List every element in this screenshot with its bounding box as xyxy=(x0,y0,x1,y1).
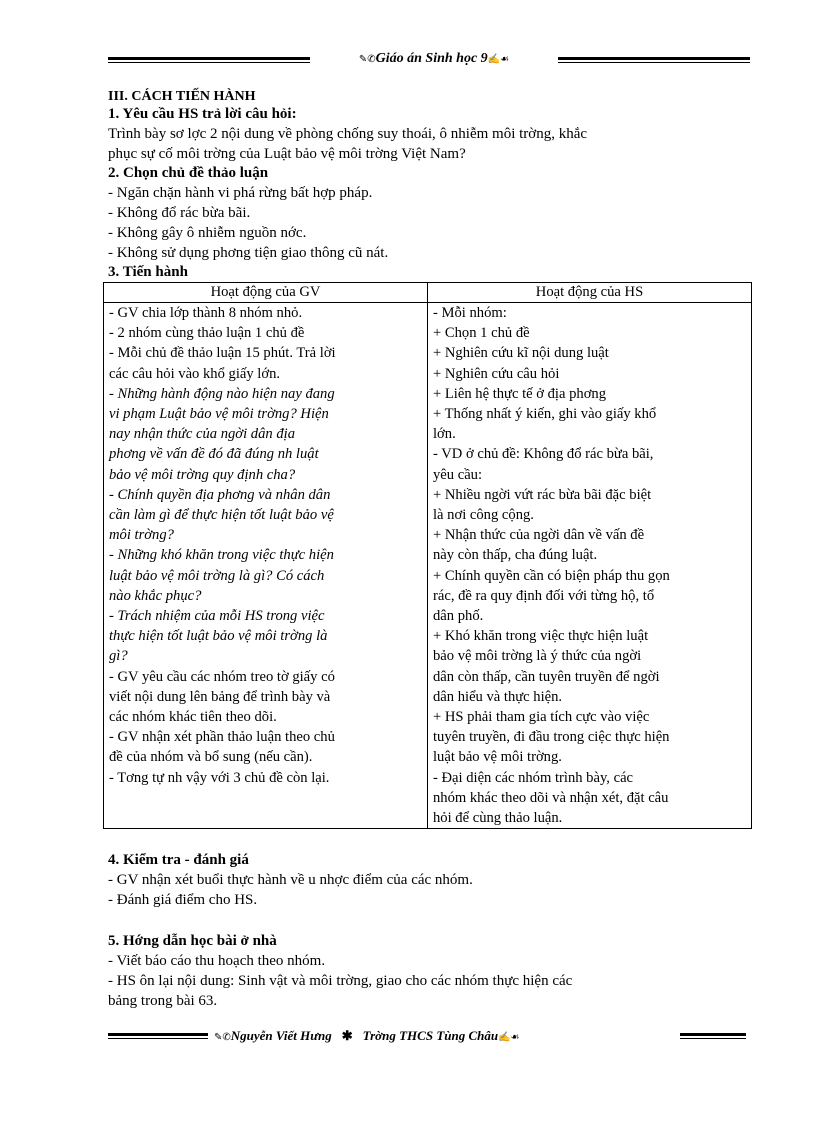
q2-item: - Không đổ rác bừa bãi. xyxy=(108,205,251,221)
footer-text xyxy=(214,1028,520,1044)
q1-line: Trình bày sơ lợc 2 nội dung về phòng chống suy thoái, ô nhiễm môi trờng, khắc xyxy=(108,126,588,142)
gv-line: gì? xyxy=(109,648,128,665)
gv-line: thực hiện tốt luật bảo vệ môi trờng là xyxy=(109,628,328,645)
hs-line: tuyên truyền, đi đầu trong ciệc thực hiện xyxy=(433,729,670,746)
q5-item: - HS ôn lại nội dung: Sinh vật và môi trờng, giao cho các nhóm thực hiện các xyxy=(108,973,573,990)
hs-line: + Chính quyền cần có biện pháp thu gọn xyxy=(433,567,670,584)
page-header xyxy=(108,50,750,72)
gv-line: - GV chia lớp thành 8 nhóm nhỏ. xyxy=(109,305,303,321)
q5-heading: 5. Hớng dẫn học bài ở nhà xyxy=(108,933,277,950)
hs-line: là nơi công cộng. xyxy=(433,507,534,524)
table-row xyxy=(104,303,752,829)
footer-author: Nguyễn Viết Hưng xyxy=(230,1028,332,1043)
hs-line: dân phố. xyxy=(433,608,484,625)
hs-line: này còn thấp, cha đúng luật. xyxy=(433,547,598,564)
content xyxy=(108,88,748,1011)
hs-cell xyxy=(428,303,752,829)
col-header-gv: Hoạt động của GV xyxy=(104,283,428,303)
header-ornament-right-icon: ✍☙ xyxy=(487,54,510,65)
hs-line: - VD ở chủ đề: Không đổ rác bừa bãi, xyxy=(433,446,654,463)
section-heading: III. CÁCH TIẾN HÀNH xyxy=(108,89,256,104)
gv-line: - GV yêu cầu các nhóm treo tờ giấy có xyxy=(109,668,335,685)
hs-line: + Nhận thức của ngời dân về vấn đề xyxy=(433,527,645,544)
hs-line: + Nghiên cứu câu hỏi xyxy=(433,365,560,382)
col-header-hs: Hoạt động của HS xyxy=(428,283,752,303)
hs-line: luật bảo vệ môi trờng. xyxy=(433,749,562,766)
hs-line: + Nhiều ngời vứt rác bừa bãi đặc biệt xyxy=(433,486,652,503)
gv-line: nào khắc phục? xyxy=(109,587,202,604)
q2-item: - Không sử dụng phơng tiện giao thông cũ nát. xyxy=(108,245,389,261)
gv-line: cần làm gì để thực hiện tốt luật bảo vệ xyxy=(109,507,334,524)
table-header-row xyxy=(104,283,752,303)
star-icon: ✱ xyxy=(341,1028,353,1043)
gv-line: môi trờng? xyxy=(109,527,174,544)
hs-line: bảo vệ môi trờng là ý thức của ngời xyxy=(433,648,642,665)
hs-line: + Thống nhất ý kiến, ghi vào giấy khổ xyxy=(433,406,657,423)
q1-line: phục sự cố môi trờng của Luật bảo vệ môi trờng Việt Nam? xyxy=(108,146,466,162)
q1-heading: 1. Yêu cầu HS trả lời câu hỏi: xyxy=(108,106,297,122)
hs-line: nhóm khác theo dõi và nhận xét, đặt câu xyxy=(433,789,669,806)
gv-line: bảo vệ môi trờng quy định cha? xyxy=(109,466,296,483)
page-footer xyxy=(108,1026,750,1048)
activity-table xyxy=(103,282,752,829)
gv-line: các nhóm khác tiên theo dõi. xyxy=(109,709,277,726)
gv-line: luật bảo vệ môi trờng là gì? Có cách xyxy=(109,567,325,584)
gv-line: - Tơng tự nh vậy với 3 chủ đề còn lại. xyxy=(109,769,330,786)
q2-heading: 2. Chọn chủ đề thảo luận xyxy=(108,165,269,181)
gv-cell xyxy=(104,303,428,829)
hs-line: - Đại diện các nhóm trình bày, các xyxy=(433,769,634,786)
hs-line: - Mỗi nhóm: xyxy=(433,305,507,321)
header-ornament-left-icon: ✎✆ xyxy=(358,54,376,65)
hs-line: yêu cầu: xyxy=(433,466,483,483)
gv-line: - Trách nhiệm của mỗi HS trong việc xyxy=(109,608,325,625)
gv-line: - Chính quyền địa phơng và nhân dân xyxy=(109,486,331,503)
gv-line: các câu hỏi vào khổ giấy lớn. xyxy=(109,365,281,382)
hs-line: + Khó khăn trong việc thực hiện luật xyxy=(433,628,649,645)
hs-line: + Chọn 1 chủ đề xyxy=(433,325,530,342)
q4-item: - GV nhận xét buổi thực hành về u nhợc điểm của các nhóm. xyxy=(108,872,473,889)
hs-line: dân còn thấp, cần tuyên truyền để ngời xyxy=(433,668,660,685)
header-title-text: Giáo án Sinh học 9 xyxy=(375,51,488,66)
footer-rule-right xyxy=(680,1033,746,1039)
hs-line: hỏi để cùng thảo luận. xyxy=(433,810,563,827)
gv-line: phơng về vấn đề đó đã đúng nh luật xyxy=(109,446,319,463)
q5-item: - Viết báo cáo thu hoạch theo nhóm. xyxy=(108,953,326,970)
hs-line: + Nghiên cứu kĩ nội dung luật xyxy=(433,345,609,362)
footer-ornament-right-icon: ✍☙ xyxy=(498,1032,520,1043)
q4-item: - Đánh giá điểm cho HS. xyxy=(108,892,258,909)
footer-ornament-left-icon: ✎✆ xyxy=(214,1032,231,1043)
header-rule-left xyxy=(108,57,310,63)
q2-item: - Ngăn chặn hành vi phá rừng bất hợp pháp. xyxy=(108,185,373,201)
hs-line: + HS phải tham gia tích cực vào việc xyxy=(433,709,650,726)
footer-rule-left xyxy=(108,1033,208,1039)
q2-item: - Không gây ô nhiễm nguồn nớc. xyxy=(108,225,307,241)
gv-line: đề của nhóm và bổ sung (nếu cần). xyxy=(109,749,313,766)
hs-line: dân hiểu và thực hiện. xyxy=(433,688,563,705)
gv-line: - Những hành động nào hiện nay đang xyxy=(109,385,335,402)
header-rule-right xyxy=(558,57,750,63)
gv-line: nay nhận thức của ngời dân địa xyxy=(109,426,295,443)
footer-school: Trờng THCS Tùng Châu xyxy=(362,1028,499,1043)
q4-heading: 4. Kiểm tra - đánh giá xyxy=(108,852,249,869)
hs-line: + Liên hệ thực tế ở địa phơng xyxy=(433,385,607,402)
hs-line: rác, đề ra quy định đối với từng hộ, tổ xyxy=(433,587,655,604)
gv-line: vi phạm Luật bảo vệ môi trờng? Hiện xyxy=(109,406,329,423)
q5-item: bảng trong bài 63. xyxy=(108,993,218,1010)
gv-line: - Mỗi chủ đề thảo luận 15 phút. Trả lời xyxy=(109,345,336,362)
gv-line: viết nội dung lên bảng để trình bày và xyxy=(109,688,331,705)
gv-line: - 2 nhóm cùng thảo luận 1 chủ đề xyxy=(109,325,305,342)
gv-line: - Những khó khăn trong việc thực hiện xyxy=(109,547,334,564)
q3-heading: 3. Tiến hành xyxy=(108,264,188,280)
hs-line: lớn. xyxy=(433,426,456,443)
header-title xyxy=(318,51,550,67)
gv-line: - GV nhận xét phần thảo luận theo chủ xyxy=(109,729,335,746)
